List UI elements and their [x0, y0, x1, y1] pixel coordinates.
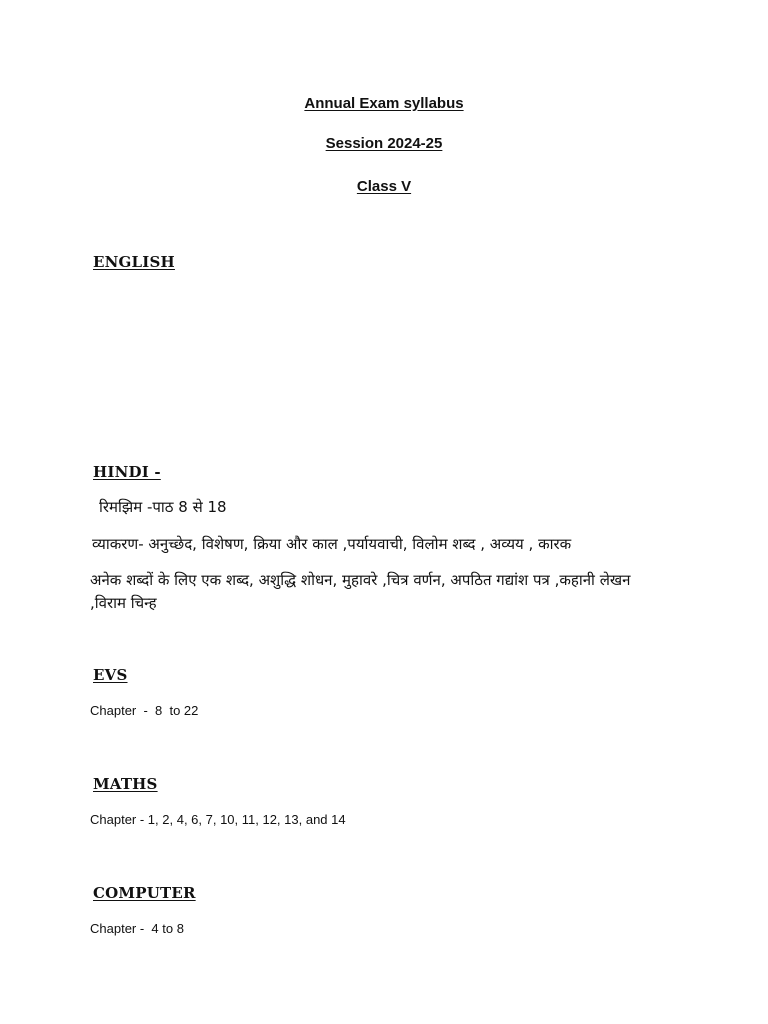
- hindi-topics-line-cont: ,विराम चिन्ह: [90, 594, 157, 612]
- hindi-textbook-line: रिमझिम -पाठ 8 से 18: [99, 498, 227, 516]
- english-heading: ENGLISH: [93, 253, 175, 271]
- computer-heading: COMPUTER: [93, 884, 196, 902]
- maths-heading: MATHS: [93, 775, 158, 793]
- document-title: Annual Exam syllabus: [304, 95, 464, 112]
- evs-chapters: Chapter - 8 to 22: [90, 703, 199, 718]
- session-label: Session 2024-25: [325, 135, 443, 152]
- maths-chapters: Chapter - 1, 2, 4, 6, 7, 10, 11, 12, 13, and 14: [90, 812, 346, 827]
- evs-heading: EVS: [93, 666, 128, 684]
- hindi-grammar-line: व्याकरण- अनुच्छेद, विशेषण, क्रिया और काल ,पर्यायवाची, विलोम शब्द , अव्यय , कारक: [92, 535, 572, 553]
- hindi-topics-line: अनेक शब्दों के लिए एक शब्द, अशुद्धि शोधन, मुहावरे ,चित्र वर्णन, अपठित गद्यांश पत्र ,कहानी लेखन: [90, 571, 631, 589]
- class-label: Class V: [356, 178, 412, 195]
- hindi-heading: HINDI -: [93, 463, 161, 481]
- computer-chapters: Chapter - 4 to 8: [90, 921, 184, 936]
